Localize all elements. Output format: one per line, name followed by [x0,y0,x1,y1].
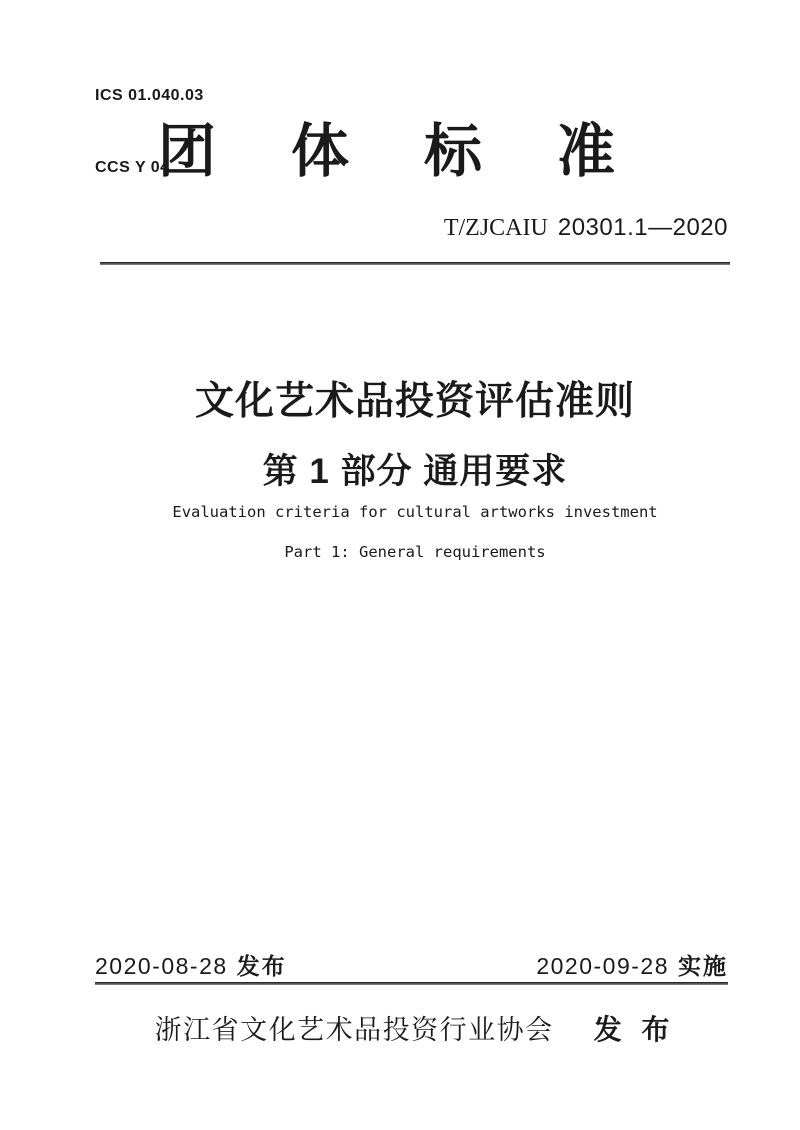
subtitle-chinese: 第 1 部分 通用要求 [262,452,568,491]
release-date-group [95,948,287,981]
subtitle-english: Part 1: General requirements [284,543,546,561]
release-label: 发布 [236,953,287,979]
standard-number-prefix: T/ZJCAIU [443,215,548,241]
ics-code: ICS 01.040.03 [95,87,204,104]
title-chinese: 文化艺术品投资评估准则 [194,380,635,423]
implementation-label: 实施 [678,953,728,979]
dates-row [95,948,728,981]
release-date: 2020-08-28 [95,953,228,979]
standard-number [444,214,728,242]
title-english: Evaluation criteria for cultural artworks investment [172,503,658,521]
publish-action-label: 发 布 [593,1014,676,1045]
implementation-date-group [536,948,728,981]
standard-number-code: 20301.1—2020 [557,214,728,241]
ccs-code: CCS Y 04 [95,159,170,176]
doc-type-heading: 团体标准 [157,119,690,184]
implementation-date: 2020-09-28 [536,953,669,979]
publisher-name: 浙江省文化艺术品投资行业协会 [154,1015,554,1045]
publisher-line [100,1008,730,1048]
header-divider [100,262,730,265]
footer-divider [95,982,728,985]
